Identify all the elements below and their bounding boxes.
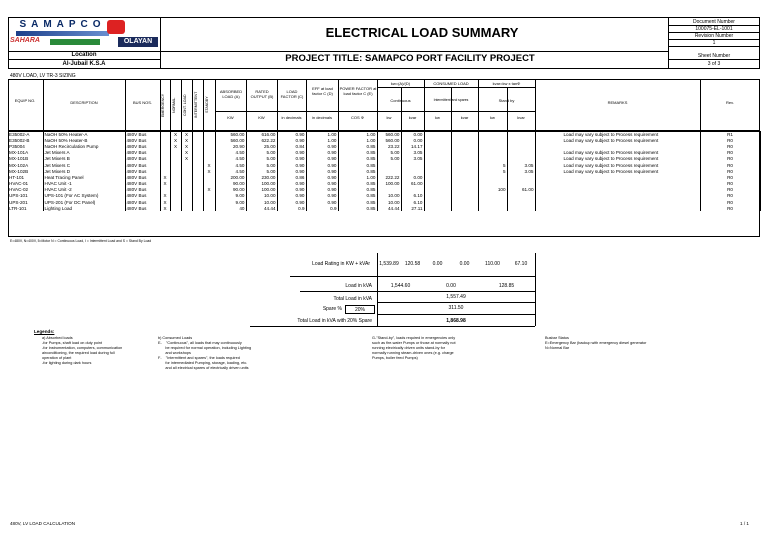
cell-k2: 3.05 xyxy=(401,156,424,162)
cell-rem: Load may vary subject to Process requirement xyxy=(535,162,700,168)
cell-e: 0.85 xyxy=(338,162,377,168)
col-remarks: REMARKS xyxy=(607,100,628,105)
legend-line: and all electrical spares of electrically driven units xyxy=(158,366,249,370)
cell-desc: HVAC Unit -1 xyxy=(43,181,125,187)
unit-cos-phi: COS Φ xyxy=(351,115,364,120)
cell-d: 0.90 xyxy=(306,168,338,174)
document-title: ELECTRICAL LOAD SUMMARY xyxy=(325,25,519,40)
unit-sb-kvar: kvar xyxy=(517,115,525,120)
cell-e: 0.85 xyxy=(338,193,377,199)
cell-c: 0.86 xyxy=(277,174,306,180)
sheet-label: Sheet Number xyxy=(697,53,731,59)
cell-a: 200.00 xyxy=(215,174,246,180)
cell-desc: UPS-101 (For AC System) xyxy=(43,193,125,199)
cell-b: 5.00 xyxy=(246,156,277,162)
cell-k2: 27.11 xyxy=(401,205,424,211)
location-value: Al-Jubail K.S.A xyxy=(62,61,106,67)
cell-rem: Load may vary subject to Process requirement xyxy=(535,150,700,156)
cell-k4 xyxy=(451,205,478,211)
unit-decimals-2: in decimals xyxy=(311,115,332,120)
cell-c: 0.90 xyxy=(277,162,306,168)
col-absorbed: ABSORBED LOAD (A) xyxy=(219,89,243,99)
cell-e: 0.85 xyxy=(338,168,377,174)
cell-eq: UPS-201 xyxy=(8,199,43,205)
legend-line: -for instrumentation, computers, communication xyxy=(42,346,123,350)
cell-c: 0.90 xyxy=(277,199,306,205)
cell-e: 0.85 xyxy=(338,199,377,205)
summary-r3: 0.00 xyxy=(432,261,443,267)
legend-line: b) Consumed Loads xyxy=(158,336,193,340)
cell-desc: HVAC Unit -2 xyxy=(43,187,125,193)
cell-rev: R0 xyxy=(700,199,760,205)
load-table xyxy=(8,131,761,211)
legend-line: -for lighting during dark hours xyxy=(42,361,92,365)
cell-a: 9.00 xyxy=(215,199,246,205)
cell-c: 0.90 xyxy=(277,156,306,162)
cell-f5: X xyxy=(203,168,215,174)
cell-a: 4.50 xyxy=(215,150,246,156)
cell-d: 0.9 xyxy=(306,205,338,211)
cell-desc: Jet Mixers D xyxy=(43,168,125,174)
legend-line: Busbar Status xyxy=(545,336,569,340)
cell-rem: Load may vary subject to Process requirement xyxy=(535,168,700,174)
cell-f5: X xyxy=(203,162,215,168)
col-load-factor: LOAD FACTOR (C) xyxy=(280,89,304,99)
cell-e: 0.85 xyxy=(338,181,377,187)
cell-k6: 3.05 xyxy=(507,162,535,168)
legend-line: F- "Intermittent and spares", the loads required xyxy=(158,356,240,360)
cell-rev: R0 xyxy=(700,156,760,162)
cell-b: 10.00 xyxy=(246,199,277,205)
cell-rem xyxy=(535,205,700,211)
cell-k3 xyxy=(424,205,451,211)
summary-spare-label: Spare % xyxy=(322,306,342,312)
cell-bus: 480V Bus xyxy=(125,174,160,180)
cell-c: 0.90 xyxy=(277,168,306,174)
col-rev: Rev. xyxy=(726,100,734,105)
location-label: Location xyxy=(71,52,97,58)
unit-kw-2: KW xyxy=(258,115,265,120)
cell-f1: X xyxy=(160,199,170,205)
cell-k5: 5 xyxy=(478,162,507,168)
footer-left: 480V, LV LOAD CALCULATION xyxy=(10,521,76,526)
cell-k6: 61.00 xyxy=(507,187,535,193)
cell-rev: R0 xyxy=(700,174,760,180)
cell-f3 xyxy=(181,205,192,211)
cell-bus: 480V Bus xyxy=(125,205,160,211)
cell-f1: X xyxy=(160,181,170,187)
cell-k1: 23.22 xyxy=(377,143,401,149)
cell-bus: 480V Bus xyxy=(125,187,160,193)
cell-f3: X xyxy=(181,137,192,143)
table-row xyxy=(8,205,760,211)
cell-e: 0.85 xyxy=(338,205,377,211)
cell-b: 616.00 xyxy=(246,131,277,137)
cell-e: 0.85 xyxy=(338,187,377,193)
cell-b: 5.00 xyxy=(246,168,277,174)
col-description: DESCRIPTION xyxy=(70,100,98,105)
cell-d: 0.90 xyxy=(306,150,338,156)
summary-spare-value: 311.50 xyxy=(448,305,464,311)
cell-d: 0.90 xyxy=(306,193,338,199)
cell-k2: 6.10 xyxy=(401,199,424,205)
legend-line: E=Emergency Bar (backup with emergency diesel generator xyxy=(545,341,647,345)
legend-col-3 xyxy=(372,336,532,361)
company-wordmark: SAMAPCO xyxy=(19,19,106,30)
footer-page: 1 / 1 xyxy=(740,521,749,526)
cell-desc: NaOH 50% Heater-B xyxy=(43,137,125,143)
cell-f1: X xyxy=(160,193,170,199)
summary-kva2: 0.00 xyxy=(446,283,456,289)
col-normal: NORMAL xyxy=(172,97,176,113)
cell-eq: MX-101B xyxy=(8,156,43,162)
cell-b: 44.44 xyxy=(246,205,277,211)
legend-line: for intermediated Pumping, storage, loading, etc. xyxy=(158,361,248,365)
cell-desc: UPS-201 (For DC Panel) xyxy=(43,199,125,205)
legend-col-2 xyxy=(158,336,348,371)
legend-line: be required for normal operation, including Lighting xyxy=(158,346,252,350)
cell-bus: 480V Bus xyxy=(125,150,160,156)
cell-k5: 100 xyxy=(478,187,507,193)
cell-k2: 3.05 xyxy=(401,150,424,156)
revision-label: Revision Number xyxy=(694,33,734,39)
cell-eq: E35002-B xyxy=(8,137,43,143)
legend-line: normally running steam-driven ones (e.g. charge xyxy=(372,351,454,355)
cell-a: 20.90 xyxy=(215,143,246,149)
cell-rev: R0 xyxy=(700,181,760,187)
summary-total: 1,557.49 xyxy=(446,294,466,300)
section-title: 480V LOAD, LV TR-3 SIZING xyxy=(10,73,76,79)
cell-rem: Load may vary subject to Process requirement xyxy=(535,156,700,162)
cell-b: 10.00 xyxy=(246,193,277,199)
cell-f2: X xyxy=(170,143,181,149)
unit-sb-kw: kw xyxy=(490,115,495,120)
cell-d: 0.90 xyxy=(306,143,338,149)
legend-line: operation of plant xyxy=(42,356,72,360)
cell-k5 xyxy=(478,205,507,211)
cell-eq: HVAC-02 xyxy=(8,187,43,193)
col-rated: RATED OUTPUT (B) xyxy=(250,89,274,99)
cell-c: 0.84 xyxy=(277,143,306,149)
cell-k1: 44.44 xyxy=(377,205,401,211)
col-equip: EQUIP NO. xyxy=(14,98,36,103)
cell-bus: 480V Bus xyxy=(125,199,160,205)
sheet-value: 3 of 3 xyxy=(707,61,721,67)
col-power-factor: POWER FACTOR at load factor C (E) xyxy=(339,86,377,96)
revision-value: 1 xyxy=(712,40,716,46)
cell-k2: 0.00 xyxy=(401,137,424,143)
cell-k1: 10.00 xyxy=(377,193,401,199)
cell-d: 0.90 xyxy=(306,162,338,168)
col-bus: BUS NOS. xyxy=(132,100,153,105)
cell-f2: X xyxy=(170,137,181,143)
cell-b: 5.00 xyxy=(246,150,277,156)
cell-rev: R1 xyxy=(700,131,760,137)
samapco-logo xyxy=(10,19,115,51)
cell-eq: HVAC-01 xyxy=(8,181,43,187)
legend-line: G-"Stand-by", loads required in emergencies only xyxy=(372,336,456,340)
unit-int-kw: kw xyxy=(435,115,440,120)
cell-b: 100.00 xyxy=(246,187,277,193)
cell-desc: Jet Mixers C xyxy=(43,162,125,168)
cell-desc: Jet Mixers A xyxy=(43,150,125,156)
col-consumed-load: CONSUMED LOAD xyxy=(433,81,469,86)
logo-sub-text: SAHARA xyxy=(10,37,40,44)
cell-a: 4.50 xyxy=(215,156,246,162)
cell-e: 0.85 xyxy=(338,150,377,156)
col-kw-formula: kw=(A)/(D) xyxy=(390,81,411,86)
cell-d: 0.90 xyxy=(306,174,338,180)
cell-e: 1.00 xyxy=(338,174,377,180)
cell-bus: 480V Bus xyxy=(125,168,160,174)
legend-line: Pumps, boiler feed Pumps) xyxy=(372,356,418,360)
unit-decimals-1: in decimals xyxy=(281,115,302,120)
cell-bus: 480V Bus xyxy=(125,143,160,149)
cell-rem: Load may vary subject to Process requirement xyxy=(535,137,700,143)
cell-f5 xyxy=(203,205,215,211)
cell-a: 560.00 xyxy=(215,131,246,137)
cell-k1: 222.22 xyxy=(377,174,401,180)
cell-f3: X xyxy=(181,150,192,156)
unit-cont-kvar: kvar xyxy=(408,115,417,120)
cell-k2: 6.10 xyxy=(401,193,424,199)
project-title: PROJECT TITLE: SAMAPCO PORT FACILITY PROJECT xyxy=(285,53,535,64)
logo-green-band xyxy=(50,39,100,45)
legend-col-4 xyxy=(545,336,735,351)
summary-r1: 1,539.89 xyxy=(379,261,399,267)
cell-b: 100.00 xyxy=(246,181,277,187)
cell-k6: 3.05 xyxy=(507,168,535,174)
doc-number-label: Document Number xyxy=(693,19,735,25)
cell-desc: NaOH Recirculation Pump xyxy=(43,143,125,149)
unit-int-kvar: kvar xyxy=(460,115,469,120)
cell-rev: R0 xyxy=(700,193,760,199)
cell-c: 0.90 xyxy=(277,137,306,143)
cell-d: 1.00 xyxy=(306,137,338,143)
cell-e: 1.00 xyxy=(338,137,377,143)
summary-spare-pct: 20% xyxy=(345,305,375,314)
cell-f3: X xyxy=(181,156,192,162)
cell-e: 0.85 xyxy=(338,156,377,162)
cell-k2: 61.00 xyxy=(401,181,424,187)
cell-f2 xyxy=(170,205,181,211)
summary-r4: 0.00 xyxy=(459,261,470,267)
col-cont-load: CONT. LOAD xyxy=(183,94,187,116)
cell-a: 9.00 xyxy=(215,193,246,199)
summary-r6: 67.10 xyxy=(514,261,528,267)
cell-c: 0.90 xyxy=(277,187,306,193)
cell-d: 0.90 xyxy=(306,181,338,187)
summary-r5: 110.00 xyxy=(485,261,500,267)
col-continuous: Continuous xyxy=(390,98,411,103)
col-standby: STANDBY xyxy=(205,96,209,114)
cell-e: 0.85 xyxy=(338,143,377,149)
cell-eq: LTR-101 xyxy=(8,205,43,211)
cell-a: 560.00 xyxy=(215,137,246,143)
cell-rev: R0 xyxy=(700,162,760,168)
cell-rev: R0 xyxy=(700,143,760,149)
cell-bus: 480V Bus xyxy=(125,156,160,162)
col-kvar-formula: kvar=kw x tanΦ xyxy=(492,81,521,86)
cell-c: 0.90 xyxy=(277,181,306,187)
legend-line: and workshops xyxy=(158,351,191,355)
cell-f1: X xyxy=(160,205,170,211)
cell-eq: E35002-A xyxy=(8,131,43,137)
cell-a: 4.50 xyxy=(215,162,246,168)
cell-d: 0.90 xyxy=(306,156,338,162)
cell-d: 0.90 xyxy=(306,187,338,193)
legend-line: such as fire-water Pumps or those at normally not xyxy=(372,341,456,345)
summary-kva3: 128.85 xyxy=(498,283,515,289)
cell-rev: R0 xyxy=(700,187,760,193)
unit-cont-kw: kw xyxy=(386,115,392,120)
busbar-note: E=480V, N=400V, 5=Motor N = Continuous Load, I = Intermittent Load and S = Stand By Load xyxy=(10,239,152,243)
cell-rev: R0 xyxy=(700,137,760,143)
cell-bus: 480V Bus xyxy=(125,131,160,137)
cell-bus: 480V Bus xyxy=(125,181,160,187)
cell-b: 25.00 xyxy=(246,143,277,149)
cell-a: 90.00 xyxy=(215,181,246,187)
doc-number-value: 100075-EL-1001 xyxy=(695,26,733,32)
cell-k5: 5 xyxy=(478,168,507,174)
cell-rev: R0 xyxy=(700,168,760,174)
unit-kw: KW xyxy=(227,115,234,120)
summary-r2: 120.58 xyxy=(404,261,421,267)
cell-desc: Lighting Load xyxy=(43,205,125,211)
cell-d: 1.00 xyxy=(306,131,338,137)
cell-f4 xyxy=(192,205,203,211)
legend-line: -for Pumps, shaft load on duty point xyxy=(42,341,102,345)
cell-eq: UPS-101 xyxy=(8,193,43,199)
cell-f3: X xyxy=(181,143,192,149)
cell-k1: 100.00 xyxy=(377,181,401,187)
col-stand-by: Stand by xyxy=(498,98,515,103)
cell-eq: P35004 xyxy=(8,143,43,149)
cell-a: 4.50 xyxy=(215,168,246,174)
col-efficiency: EFF at load factor C (D) xyxy=(312,86,333,96)
cell-bus: 480V Bus xyxy=(125,137,160,143)
cell-bus: 480V Bus xyxy=(125,193,160,199)
cell-eq: HT-101 xyxy=(8,174,43,180)
cell-f2: X xyxy=(170,131,181,137)
summary-rating-label: Load Rating in KW + kVAr xyxy=(312,261,370,267)
olayan-logo: OLAYAN xyxy=(118,37,158,47)
cell-desc: NaOH 50% Heater-A xyxy=(43,131,125,137)
cell-f5: X xyxy=(203,187,215,193)
legend-line: running electrically driven units stand-by for xyxy=(372,346,446,350)
cell-e: 1.00 xyxy=(338,131,377,137)
cell-k1: 5.00 xyxy=(377,150,401,156)
cell-k2: 0.00 xyxy=(401,131,424,137)
summary-total20-label: Total Load in kVA with 20% Spare xyxy=(297,318,372,324)
cell-b: 622.22 xyxy=(246,137,277,143)
cell-c: 0.90 xyxy=(277,131,306,137)
col-intermittent-spares: Intermittent and spares xyxy=(433,98,469,102)
cell-k1: 560.00 xyxy=(377,131,401,137)
cell-a: 40 xyxy=(215,205,246,211)
cell-eq: MX-102A xyxy=(8,162,43,168)
cell-eq: MX-101A xyxy=(8,150,43,156)
summary-total-label: Total Load in kVA xyxy=(333,296,372,302)
cell-rev: R0 xyxy=(700,150,760,156)
cell-k1: 560.00 xyxy=(377,137,401,143)
legend-line: N=Normal Bar xyxy=(545,346,570,350)
partner-logo xyxy=(107,20,125,34)
cell-rev: R0 xyxy=(700,205,760,211)
cell-desc: Jet Mixers B xyxy=(43,156,125,162)
logo-arabic-band xyxy=(16,31,109,36)
cell-k1: 10.00 xyxy=(377,199,401,205)
summary-total20: 1,868.98 xyxy=(446,318,466,324)
cell-b: 230.00 xyxy=(246,174,277,180)
cell-f3: X xyxy=(181,131,192,137)
col-intermittent: INTERMITTENT xyxy=(194,91,198,119)
cell-rem: Load may vary subject to Process requirement xyxy=(535,131,700,137)
cell-desc: Heat Tracing Panel xyxy=(43,174,125,180)
summary-kva-label: Load in kVA xyxy=(345,283,372,289)
cell-d: 0.90 xyxy=(306,199,338,205)
cell-k2: 0.00 xyxy=(401,174,424,180)
cell-k2: 14.17 xyxy=(401,143,424,149)
cell-eq: MX-102B xyxy=(8,168,43,174)
cell-c: 0.9 xyxy=(277,205,306,211)
cell-bus: 480V Bus xyxy=(125,162,160,168)
legend-line: a) Absorbed loads xyxy=(42,336,73,340)
cell-f1: X xyxy=(160,174,170,180)
cell-a: 90.00 xyxy=(215,187,246,193)
col-emergency: EMERGENCY xyxy=(161,93,165,117)
cell-c: 0.90 xyxy=(277,193,306,199)
cell-c: 0.90 xyxy=(277,150,306,156)
legends-title: Legends: xyxy=(34,329,55,334)
legend-line: E- "Continuous", all loads that may continuously xyxy=(158,341,242,345)
legend-line: airconditioning, the required load during full xyxy=(42,351,115,355)
cell-k1: 5.00 xyxy=(377,156,401,162)
legend-col-1 xyxy=(42,336,152,366)
summary-kva1: 1,544.60 xyxy=(390,283,411,289)
cell-b: 5.00 xyxy=(246,162,277,168)
cell-k6 xyxy=(507,205,535,211)
